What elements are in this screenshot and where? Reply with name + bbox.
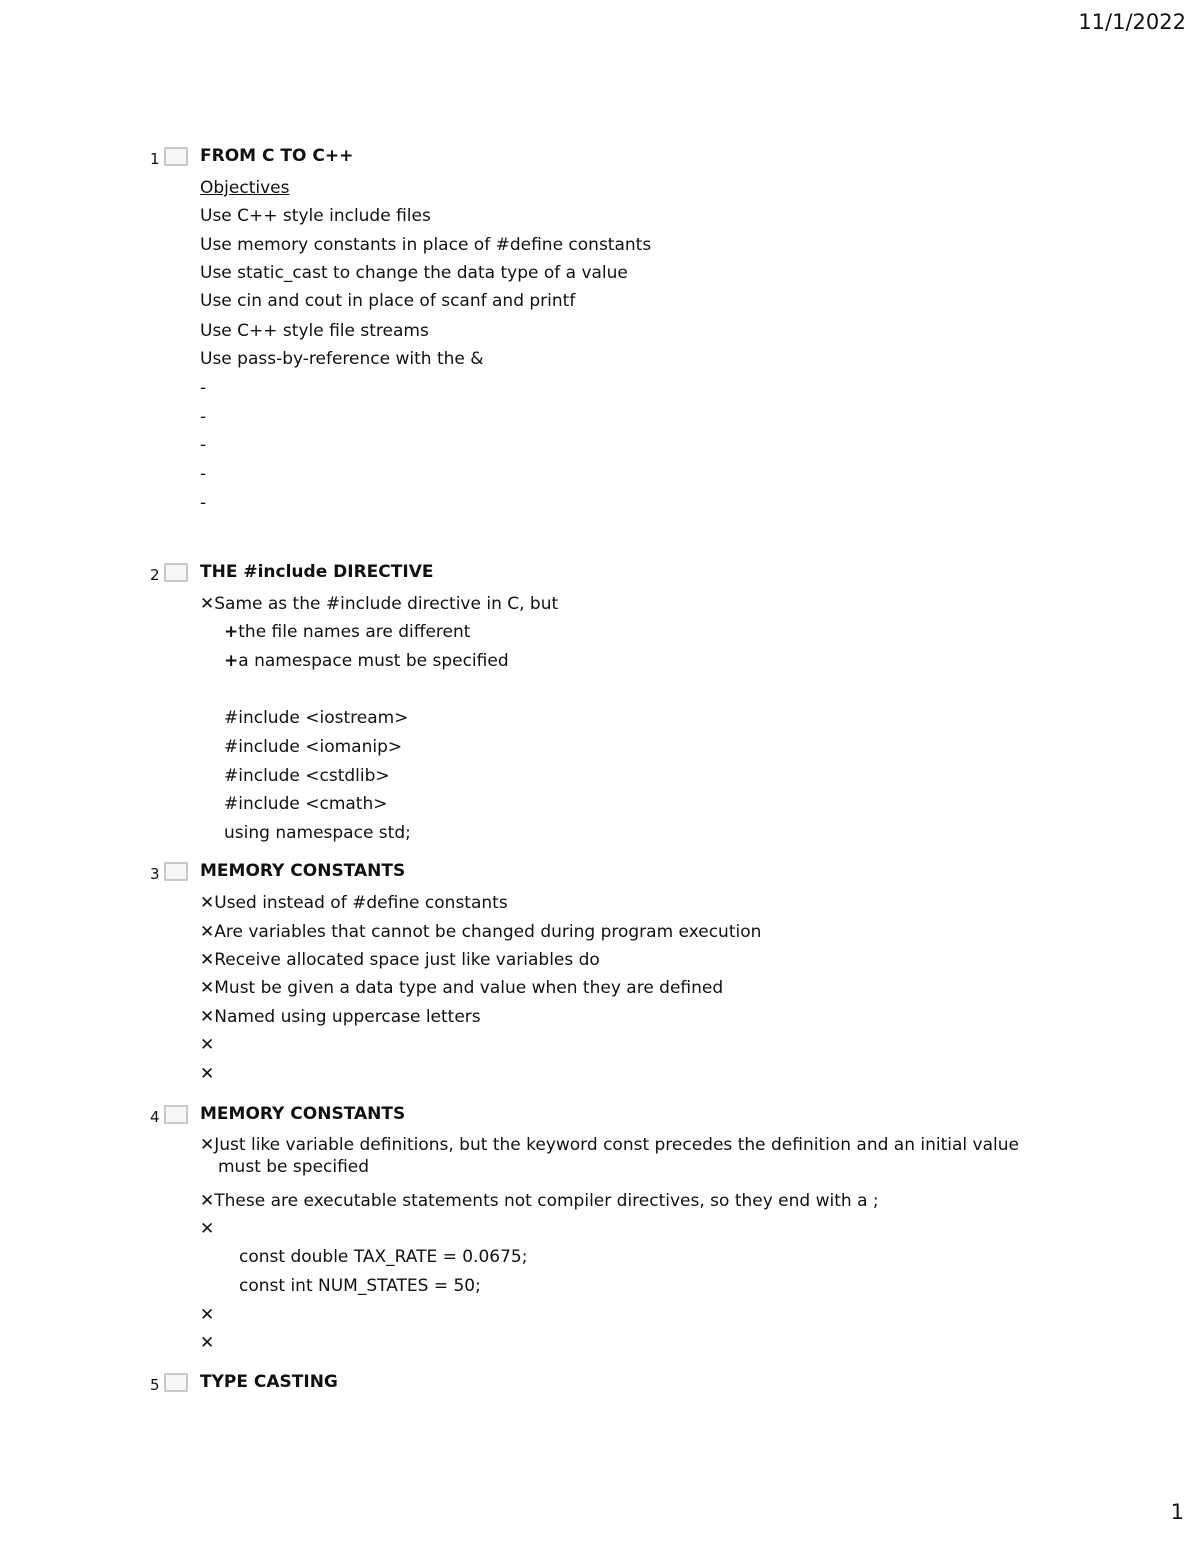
slide-number: 1 xyxy=(150,150,160,168)
bullet-item: ✕Just like variable definitions, but the keyword const precedes the definition and an initial value must be specified xyxy=(200,1135,1019,1178)
slide-title: TYPE CASTING xyxy=(200,1372,338,1392)
bullet-item xyxy=(200,1332,214,1354)
bullet-item: ✕Named using uppercase letters xyxy=(200,1007,481,1027)
slide-thumbnail[interactable] xyxy=(164,862,188,881)
bullet-item: ✕Are variables that cannot be changed during program execution xyxy=(200,922,762,942)
x-bullet-icon: ✕ xyxy=(200,950,215,970)
code-line: using namespace std; xyxy=(224,823,411,843)
bullet-item: ✕Used instead of #define constants xyxy=(200,893,508,913)
bullet-item xyxy=(200,1304,214,1326)
x-bullet-icon: ✕ xyxy=(200,1135,215,1155)
page-number: 1 xyxy=(1170,1500,1184,1524)
slide-number: 2 xyxy=(150,566,160,584)
sub-bullet-item: +a namespace must be specified xyxy=(224,651,509,671)
slide-number: 3 xyxy=(150,865,160,883)
sub-bullet-item: +the file names are different xyxy=(224,622,471,642)
objective-line: Use C++ style file streams xyxy=(200,321,429,341)
bullet-item: ✕Receive allocated space just like variables do xyxy=(200,950,600,970)
objective-line: Use cin and cout in place of scanf and printf xyxy=(200,291,576,311)
code-line: #include <cmath> xyxy=(224,794,388,814)
slide-title: THE #include DIRECTIVE xyxy=(200,562,434,582)
x-bullet-icon: ✕ xyxy=(200,978,215,998)
code-line: #include <iostream> xyxy=(224,708,409,728)
slide-number: 5 xyxy=(150,1376,160,1394)
slide-thumbnail[interactable] xyxy=(164,1373,188,1392)
slide-number: 4 xyxy=(150,1108,160,1126)
code-line: #include <iomanip> xyxy=(224,737,403,757)
plus-bullet-icon: + xyxy=(224,622,239,642)
bullet-item: ✕Must be given a data type and value when they are defined xyxy=(200,978,724,998)
slide-title: FROM C TO C++ xyxy=(200,146,354,166)
objective-line: Use pass-by-reference with the & xyxy=(200,349,484,369)
slide-thumbnail[interactable] xyxy=(164,563,188,582)
objective-line: Use memory constants in place of #define constants xyxy=(200,235,652,255)
x-bullet-icon: ✕ xyxy=(200,1064,215,1084)
slide-title: MEMORY CONSTANTS xyxy=(200,861,406,881)
bullet-item xyxy=(200,1034,214,1056)
bullet-item: ✕These are executable statements not compiler directives, so they end with a ; xyxy=(200,1191,879,1211)
x-bullet-icon: ✕ xyxy=(200,893,215,913)
bullet-item xyxy=(200,1218,214,1240)
bullet-item xyxy=(200,1063,214,1085)
slide-thumbnail[interactable] xyxy=(164,147,188,166)
objective-line: - xyxy=(200,378,207,398)
bullet-item: ✕Same as the #include directive in C, but xyxy=(200,594,559,614)
code-line: #include <cstdlib> xyxy=(224,766,390,786)
x-bullet-icon: ✕ xyxy=(200,594,215,614)
x-bullet-icon: ✕ xyxy=(200,1333,215,1353)
objective-line: - xyxy=(200,464,207,484)
x-bullet-icon: ✕ xyxy=(200,1305,215,1325)
slide-title: MEMORY CONSTANTS xyxy=(200,1104,406,1124)
x-bullet-icon: ✕ xyxy=(200,1035,215,1055)
objective-line: - xyxy=(200,407,207,427)
date-header: 11/1/2022 xyxy=(1078,10,1186,34)
plus-bullet-icon: + xyxy=(224,651,239,671)
objective-line: - xyxy=(200,493,207,513)
x-bullet-icon: ✕ xyxy=(200,1007,215,1027)
slide-thumbnail[interactable] xyxy=(164,1105,188,1124)
objective-line: Use static_cast to change the data type of a value xyxy=(200,263,628,283)
x-bullet-icon: ✕ xyxy=(200,922,215,942)
objective-line: Use C++ style include files xyxy=(200,206,431,226)
objectives-heading: Objectives xyxy=(200,178,290,198)
objective-line: - xyxy=(200,435,207,455)
code-line: const double TAX_RATE = 0.0675; xyxy=(239,1247,528,1267)
code-line: const int NUM_STATES = 50; xyxy=(239,1276,481,1296)
x-bullet-icon: ✕ xyxy=(200,1191,215,1211)
x-bullet-icon: ✕ xyxy=(200,1219,215,1239)
